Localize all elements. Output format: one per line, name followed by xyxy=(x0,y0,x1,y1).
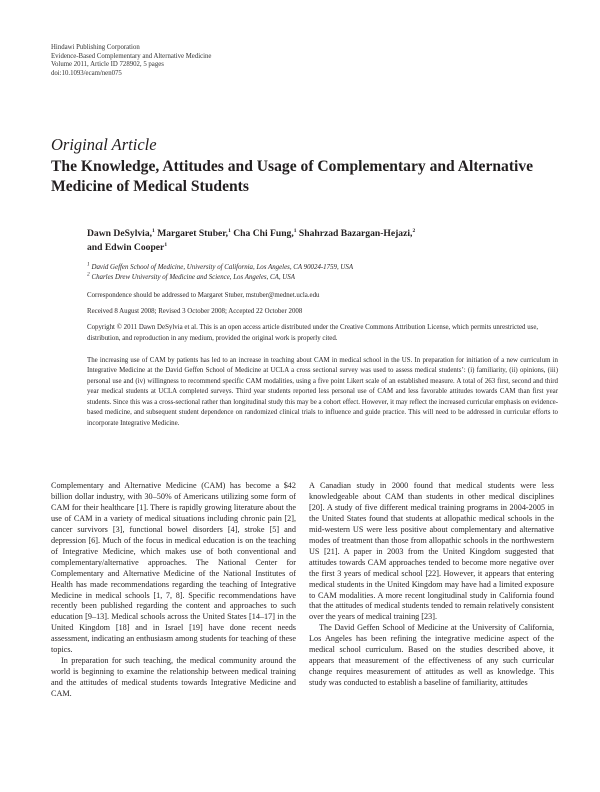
correspondence: Correspondence should be addressed to Margaret Stuber, mstuber@mednet.ucla.edu xyxy=(87,292,320,299)
abstract: The increasing use of CAM by patients has led to an increase in teaching about CAM in medical school in the US. In preparation for initiation of a new curriculum in Integrative Medicine at the David Geffen School of Medicine at UCLA a cross sectional survey was used to assess medical students’: (i) familiarity, (ii) opinions, (iii) personal use and (iv) willingness to recommend specific CAM modalities, using a five point Likert scale of an established measure. A total of 263 first, second and third year medical students at UCLA completed surveys. Third year students reported less personal use of CAM and less favorable attitudes towards CAM than first year students. Since this was a cross-sectional rather than longitudinal study this may be a cohort effect. However, it may reflect the increased curricular emphasis on evidence-based medicine, and subsequent student dependence on randomized clinical trials to influence and guide practice. This will need to be addressed in curricular efforts to incorporate Integrative Medicine. xyxy=(87,357,558,427)
affiliation: $^2$ Charles Drew University of Medicine and Science, Los Angeles, CA, USA xyxy=(87,271,295,281)
affiliations xyxy=(87,263,547,283)
body-paragraph: In preparation for such teaching, the medical community around the world is beginning to examine the relationship between medical training and the attitudes of medical students towards Integrative Medicine and CAM. xyxy=(51,656,296,699)
body-paragraph: Complementary and Alternative Medicine (CAM) has become a $42 billion dollar industry, with 30–50% of Americans utilizing some form of CAM for their healthcare [1]. There is rapidly growing literature about the use of CAM in a variety of medical situations including chronic pain [2], cancer survivors [3], functional bowel disorders [4], stroke [5] and depression [6]. Much of the focus in medical education is on the teaching of Integrative Medicine, which makes use of both conventional and complementary/alternative approaches. The National Center for Complementary and Alternative Medicine of the National Institutes of Health has made recommendations regarding the teaching of Integrative Medicine in medical schools [1, 7, 8]. Specific recommendations have recently been published regarding the content and approaches to such education [9–13]. Medical schools across the United States [14–17] in the United Kingdom [18] and in Israel [19] have done recent needs assessment, indicating an enthusiasm among students for teaching of these topics. xyxy=(51,481,296,655)
article-dates: Received 8 August 2008; Revised 3 October 2008; Accepted 22 October 2008 xyxy=(87,308,303,315)
author: Margaret Stuber,$^1$ xyxy=(157,227,231,239)
body-paragraph: A Canadian study in 2000 found that medical students were less knowledgeable about CAM than students in other medical disciplines [20]. A study of five different medical training programs in 2004-2005 in the United States found that students at allopathic medical schools in the mid-western US were less positive about complementary and alternative modes of treatment than those from allopathic schools in the northwestern US [21]. A paper in 2003 from the United Kingdom suggested that attitudes towards CAM approaches tended to become more negative over the first 3 years of medical school [22]. However, it appears that entering medical students in the United Kingdom may have had a limited exposure to CAM modalities. A more recent longitudinal study in California found that the attitudes of medical students tended to remain relatively consistent over the years of medical training [23]. xyxy=(309,481,554,622)
publisher-line: Hindawi Publishing Corporation xyxy=(51,44,140,51)
doi-line: doi:10.1093/ecam/nen075 xyxy=(51,69,122,77)
body-column-left xyxy=(51,481,296,700)
body-paragraph: The David Geffen School of Medicine at the University of California, Los Angeles has been refining the integrative medicine aspect of the medical school curriculum. Based on the studies described above, it appears that measurement of the effectiveness of any such curricular change requires measurement of attitudes as well as knowledge. This study was conducted to establish a baseline of familiarity, attitudes xyxy=(309,623,554,688)
volume-line: Volume 2011, Article ID 728902, 5 pages xyxy=(51,61,164,69)
body-column-right xyxy=(309,481,554,689)
copyright-notice: Copyright © 2011 Dawn DeSylvia et al. This is an open access article distributed under the Creative Commons Attribution License, which permits unrestricted use, distribution, and reproduction in any medium, provided the original work is properly cited. xyxy=(87,324,539,342)
author-list xyxy=(87,227,547,255)
journal-header xyxy=(51,44,211,78)
author: and Edwin Cooper$^1$ xyxy=(87,241,168,253)
journal-line: Evidence-Based Complementary and Alternative Medicine xyxy=(51,52,212,60)
author: Shahrzad Bazargan-Hejazi,$^2$ xyxy=(298,227,416,239)
author: Cha Chi Fung,$^1$ xyxy=(233,227,297,239)
affiliation: $^1$ David Geffen School of Medicine, University of California, Los Angeles, CA 90024-1759, USA xyxy=(87,261,354,271)
author: Dawn DeSylvia,$^1$ xyxy=(87,227,155,239)
article-type: Original Article xyxy=(51,135,157,154)
article-title: The Knowledge, Attitudes and Usage of Complementary and Alternative Medicine of Medical Students xyxy=(51,158,534,195)
